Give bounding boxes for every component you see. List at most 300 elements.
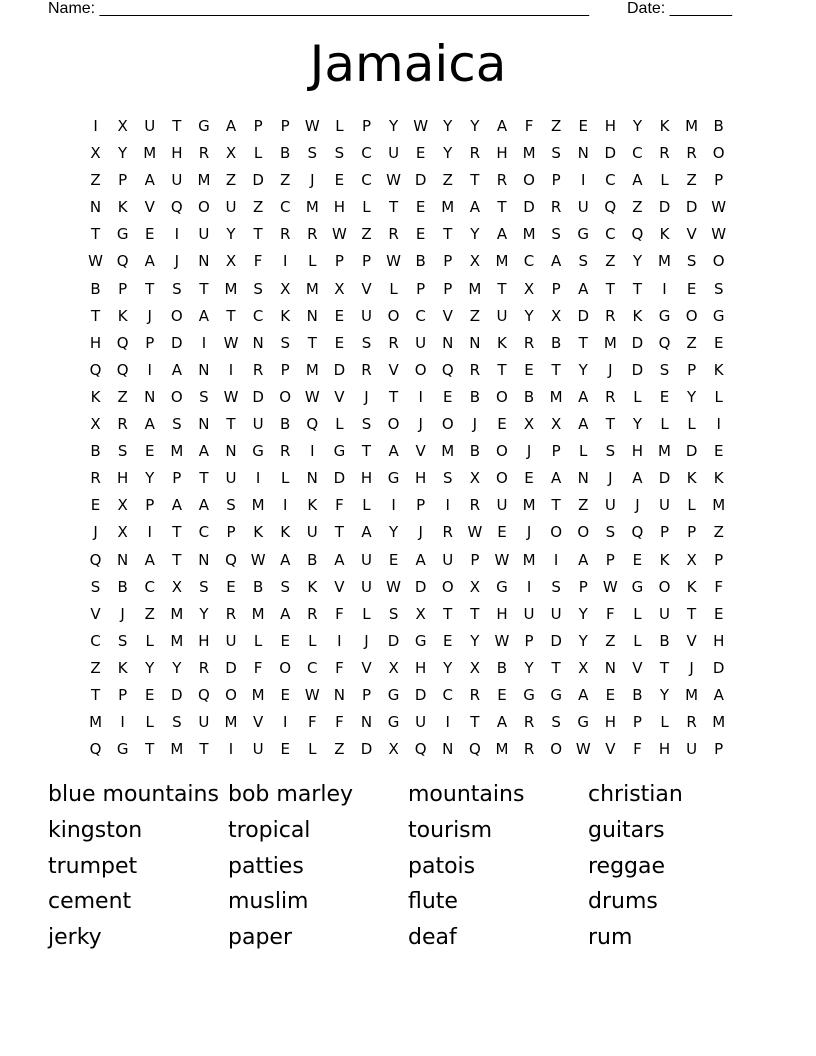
grid-letter: A	[713, 685, 724, 704]
grid-letter: D	[414, 577, 427, 596]
grid-letter: Y	[172, 658, 182, 677]
grid-letter: J	[635, 496, 640, 515]
grid-letter: W	[386, 252, 401, 271]
grid-letter: B	[713, 117, 724, 135]
grid-letter: M	[170, 740, 184, 759]
grid-letter: Q	[468, 740, 481, 759]
grid-letter: K	[117, 658, 128, 677]
grid-letter: Y	[470, 631, 480, 650]
grid-letter: Y	[118, 144, 128, 163]
grid-letter: G	[414, 631, 427, 650]
grid-letter: G	[577, 713, 590, 732]
grid-letter: Z	[144, 604, 155, 623]
grid-letter: H	[631, 442, 644, 461]
grid-letter: C	[144, 577, 155, 596]
grid-letter: V	[388, 360, 399, 379]
grid-letter: H	[333, 198, 346, 217]
grid-letter: E	[280, 631, 290, 650]
grid-letter: M	[441, 442, 455, 461]
grid-letter: U	[496, 306, 508, 325]
grid-letter: W	[575, 740, 591, 759]
grid-letter: L	[687, 496, 696, 515]
grid-letter: R	[469, 685, 481, 704]
grid-letter: V	[442, 306, 453, 325]
grid-letter: R	[686, 144, 697, 163]
grid-letter: Z	[90, 171, 101, 190]
grid-letter: B	[415, 252, 426, 271]
grid-letter: D	[631, 333, 644, 352]
grid-letter: Y	[578, 631, 588, 650]
grid-letter: N	[306, 469, 318, 488]
grid-letter: C	[605, 171, 616, 190]
grid-letter: Z	[605, 631, 616, 650]
grid-letter: M	[603, 333, 617, 352]
grid-letter: V	[334, 387, 345, 406]
word-list-item: jerky	[48, 925, 102, 951]
grid-letter: Z	[90, 658, 101, 677]
grid-letter: A	[280, 604, 291, 623]
grid-letter: D	[658, 469, 671, 488]
grid-letter: U	[198, 225, 210, 244]
grid-letter: L	[145, 713, 154, 732]
grid-letter: Y	[226, 225, 236, 244]
grid-letter: S	[551, 713, 561, 732]
grid-letter: K	[280, 306, 291, 325]
grid-letter: I	[526, 577, 532, 596]
grid-letter: L	[362, 496, 371, 515]
grid-letter: S	[334, 144, 345, 163]
grid-letter: H	[658, 740, 671, 759]
grid-letter: Y	[524, 306, 534, 325]
grid-letter: F	[335, 604, 344, 623]
grid-row	[82, 194, 732, 221]
grid-letter: Z	[551, 117, 562, 135]
grid-letter: E	[713, 442, 724, 461]
grid-letter: A	[415, 550, 426, 569]
grid-letter: D	[252, 171, 264, 190]
grid-letter: E	[713, 333, 724, 352]
grid-letter: F	[335, 658, 344, 677]
grid-letter: A	[496, 225, 508, 244]
grid-letter: B	[90, 442, 101, 461]
grid-letter: D	[577, 306, 590, 325]
grid-letter: Y	[443, 117, 453, 135]
grid-letter: M	[685, 685, 699, 704]
grid-letter: Q	[198, 685, 210, 704]
grid-letter: S	[199, 577, 209, 596]
grid-letter: O	[225, 685, 237, 704]
grid-letter: R	[523, 740, 535, 759]
grid-letter: T	[551, 360, 561, 379]
grid-letter: R	[198, 144, 210, 163]
grid-letter: J	[418, 415, 423, 434]
grid-letter: Z	[686, 171, 697, 190]
grid-letter: T	[470, 604, 480, 623]
grid-letter: Q	[89, 740, 102, 759]
grid-letter: F	[335, 496, 344, 515]
grid-letter: S	[361, 415, 372, 434]
grid-letter: M	[495, 740, 509, 759]
grid-letter: Q	[306, 415, 319, 434]
grid-letter: C	[415, 306, 426, 325]
grid-letter: L	[253, 144, 263, 163]
grid-letter: L	[660, 415, 669, 434]
grid-letter: D	[414, 171, 427, 190]
grid-letter: R	[225, 604, 237, 623]
grid-letter: O	[577, 523, 590, 542]
grid-letter: N	[604, 658, 616, 677]
grid-letter: H	[360, 469, 373, 488]
word-list-item: rum	[588, 925, 633, 951]
grid-letter: C	[605, 225, 616, 244]
grid-letter: W	[304, 387, 320, 406]
grid-letter: X	[225, 144, 237, 163]
grid-letter: W	[413, 117, 429, 135]
grid-letter: O	[523, 171, 535, 190]
grid-letter: K	[117, 198, 128, 217]
grid-letter: D	[387, 631, 400, 650]
grid-letter: K	[713, 469, 724, 488]
grid-letter: G	[496, 577, 508, 596]
grid-letter: R	[469, 360, 481, 379]
grid-letter: K	[280, 523, 291, 542]
grid-letter: K	[659, 117, 670, 135]
grid-letter: Q	[170, 198, 183, 217]
grid-letter: W	[304, 685, 320, 704]
grid-letter: M	[305, 198, 319, 217]
grid-letter: W	[223, 387, 239, 406]
grid-letter: R	[252, 360, 264, 379]
grid-letter: A	[632, 171, 643, 190]
grid-letter: I	[201, 333, 207, 352]
grid-letter: M	[224, 279, 238, 298]
grid-letter: I	[310, 442, 315, 461]
grid-letter: U	[252, 740, 264, 759]
grid-letter: E	[334, 171, 345, 190]
grid-letter: U	[225, 631, 237, 650]
grid-letter: N	[89, 198, 102, 217]
grid-letter: W	[494, 550, 510, 569]
grid-letter: C	[361, 171, 372, 190]
grid-letter: D	[523, 198, 535, 217]
grid-letter: U	[415, 333, 427, 352]
date-field-label: Date: _______	[627, 0, 732, 17]
grid-letter: K	[497, 333, 507, 352]
grid-letter: V	[686, 225, 697, 244]
grid-letter: H	[713, 631, 725, 650]
grid-letter: D	[658, 198, 671, 217]
grid-letter: E	[686, 279, 697, 298]
grid-letter: R	[523, 333, 535, 352]
grid-letter: U	[686, 740, 698, 759]
grid-letter: E	[524, 360, 534, 379]
grid-letter: L	[660, 713, 669, 732]
grid-letter: E	[605, 685, 616, 704]
grid-letter: J	[526, 523, 532, 542]
grid-letter: I	[445, 713, 450, 732]
grid-letter: G	[658, 306, 671, 325]
grid-letter: A	[578, 279, 589, 298]
grid-letter: Z	[225, 171, 237, 190]
word-list-item: paper	[228, 925, 292, 951]
grid-letter: D	[333, 360, 346, 379]
grid-letter: H	[496, 144, 508, 163]
grid-letter: K	[686, 577, 697, 596]
grid-letter: L	[253, 631, 263, 650]
grid-letter: P	[551, 279, 561, 298]
grid-letter: C	[632, 144, 643, 163]
grid-letter: O	[550, 523, 563, 542]
grid-letter: P	[172, 469, 182, 488]
word-list-item: tourism	[408, 817, 493, 843]
grid-letter: N	[306, 306, 318, 325]
grid-letter: V	[632, 658, 643, 677]
grid-letter: P	[470, 550, 480, 569]
grid-letter: I	[147, 360, 152, 379]
grid-letter: V	[144, 198, 155, 217]
word-list-item: muslim	[228, 889, 309, 915]
grid-letter: Q	[116, 252, 129, 271]
grid-letter: X	[469, 658, 480, 677]
grid-row	[82, 248, 732, 275]
grid-letter: V	[90, 604, 101, 623]
grid-letter: Q	[658, 333, 671, 352]
grid-letter: Q	[631, 225, 644, 244]
grid-letter: Q	[116, 333, 129, 352]
grid-letter: F	[606, 604, 615, 623]
grid-letter: M	[495, 252, 509, 271]
grid-letter: Y	[659, 685, 670, 704]
grid-letter: P	[443, 279, 453, 298]
grid-letter: K	[253, 523, 264, 542]
grid-letter: M	[224, 713, 238, 732]
grid-letter: S	[605, 523, 616, 542]
grid-letter: Z	[442, 171, 453, 190]
grid-letter: T	[687, 604, 697, 623]
grid-letter: R	[469, 496, 481, 515]
grid-letter: C	[361, 144, 372, 163]
grid-letter: K	[686, 469, 697, 488]
grid-letter: P	[145, 496, 155, 515]
grid-letter: Y	[199, 604, 209, 623]
grid-letter: Q	[89, 360, 102, 379]
grid-letter: L	[714, 387, 723, 406]
name-field-label: Name: _______________________________________________________	[48, 0, 589, 17]
grid-letter: J	[689, 658, 694, 677]
grid-letter: N	[117, 550, 129, 569]
grid-letter: U	[360, 550, 372, 569]
grid-letter: P	[443, 252, 453, 271]
grid-letter: A	[469, 198, 480, 217]
grid-letter: Q	[414, 740, 427, 759]
grid-letter: S	[280, 333, 290, 352]
grid-letter: M	[251, 496, 265, 515]
word-list-item: christian	[588, 782, 683, 807]
grid-letter: E	[659, 387, 670, 406]
grid-letter: Z	[632, 198, 643, 217]
grid-letter: O	[198, 198, 210, 217]
grid-letter: E	[578, 117, 588, 135]
grid-letter: U	[550, 604, 562, 623]
grid-letter: I	[662, 279, 667, 298]
grid-letter: A	[280, 550, 291, 569]
grid-letter: X	[388, 658, 399, 677]
grid-letter: Y	[145, 658, 155, 677]
grid-letter: B	[307, 550, 318, 569]
grid-letter: U	[306, 523, 318, 542]
grid-row	[82, 140, 732, 167]
grid-letter: E	[632, 550, 643, 569]
grid-letter: G	[712, 306, 725, 325]
grid-letter: V	[686, 631, 697, 650]
grid-letter: Z	[280, 171, 291, 190]
grid-letter: I	[282, 496, 288, 515]
grid-letter: X	[551, 415, 562, 434]
grid-letter: N	[144, 387, 156, 406]
grid-letter: G	[387, 713, 400, 732]
grid-letter: A	[198, 496, 210, 515]
grid-letter: Z	[252, 198, 264, 217]
grid-letter: O	[685, 306, 698, 325]
grid-letter: A	[144, 252, 155, 271]
grid-letter: R	[307, 604, 318, 623]
word-list-item: deaf	[408, 925, 457, 951]
grid-letter: N	[442, 740, 454, 759]
grid-letter: F	[335, 713, 344, 732]
grid-row	[82, 276, 732, 303]
grid-letter: Y	[145, 469, 155, 488]
grid-letter: T	[470, 171, 480, 190]
grid-letter: E	[144, 685, 155, 704]
grid-row	[82, 709, 732, 736]
grid-letter: U	[496, 496, 508, 515]
grid-letter: O	[387, 306, 400, 325]
grid-letter: T	[145, 279, 155, 298]
grid-letter: L	[633, 631, 642, 650]
grid-letter: H	[171, 144, 183, 163]
grid-letter: N	[198, 360, 210, 379]
grid-letter: V	[605, 740, 616, 759]
grid-letter: U	[360, 577, 372, 596]
grid-letter: I	[391, 496, 396, 515]
grid-letter: I	[282, 252, 288, 271]
grid-letter: X	[469, 469, 480, 488]
grid-letter: R	[90, 469, 101, 488]
grid-letter: G	[577, 225, 590, 244]
grid-letter: A	[578, 550, 589, 569]
grid-letter: L	[362, 198, 371, 217]
grid-letter: A	[144, 171, 155, 190]
grid-letter: X	[171, 577, 182, 596]
grid-letter: A	[361, 523, 372, 542]
grid-letter: E	[280, 685, 290, 704]
grid-letter: F	[714, 577, 724, 596]
grid-letter: C	[90, 631, 101, 650]
grid-letter: Q	[116, 360, 129, 379]
grid-letter: B	[90, 279, 101, 298]
grid-letter: K	[117, 306, 128, 325]
grid-letter: M	[522, 144, 536, 163]
grid-letter: U	[144, 117, 156, 135]
grid-letter: W	[386, 171, 401, 190]
grid-letter: H	[604, 117, 616, 135]
word-list-item: patties	[228, 853, 304, 879]
grid-letter: A	[198, 442, 210, 461]
grid-letter: S	[226, 496, 236, 515]
grid-letter: I	[553, 550, 559, 569]
grid-letter: U	[225, 469, 237, 488]
grid-letter: N	[198, 415, 210, 434]
grid-letter: T	[253, 225, 263, 244]
grid-letter: S	[199, 387, 209, 406]
grid-letter: G	[116, 225, 129, 244]
grid-letter: R	[117, 415, 128, 434]
grid-letter: Z	[686, 333, 697, 352]
grid-letter: B	[659, 631, 670, 650]
grid-letter: U	[388, 144, 400, 163]
grid-letter: V	[361, 279, 372, 298]
grid-letter: P	[118, 279, 128, 298]
grid-letter: Y	[524, 658, 534, 677]
grid-letter: M	[197, 171, 211, 190]
grid-letter: A	[144, 415, 155, 434]
grid-letter: B	[469, 442, 480, 461]
grid-row	[82, 303, 732, 330]
grid-letter: P	[280, 360, 290, 379]
grid-letter: R	[279, 442, 291, 461]
grid-letter: M	[658, 442, 671, 461]
grid-letter: T	[659, 658, 670, 677]
grid-letter: X	[117, 117, 128, 135]
grid-letter: T	[334, 523, 344, 542]
grid-letter: U	[577, 198, 589, 217]
grid-letter: I	[228, 360, 234, 379]
grid-letter: I	[581, 171, 586, 190]
grid-letter: P	[714, 740, 724, 759]
grid-row	[82, 221, 732, 248]
grid-letter: D	[414, 685, 427, 704]
word-list-item: kingston	[48, 817, 143, 843]
grid-letter: S	[551, 577, 561, 596]
grid-letter: P	[253, 117, 263, 135]
grid-letter: M	[305, 360, 319, 379]
grid-letter: S	[307, 144, 318, 163]
grid-letter: D	[712, 658, 725, 677]
grid-letter: X	[117, 523, 128, 542]
grid-letter: Q	[441, 360, 454, 379]
grid-letter: M	[251, 604, 265, 623]
grid-letter: S	[280, 577, 290, 596]
grid-row	[82, 492, 732, 519]
grid-letter: M	[658, 252, 671, 271]
grid-letter: P	[632, 713, 642, 732]
grid-letter: T	[90, 685, 101, 704]
grid-letter: E	[713, 604, 724, 623]
grid-letter: S	[172, 415, 182, 434]
grid-letter: G	[631, 577, 644, 596]
word-list-item: patois	[408, 853, 476, 879]
grid-letter: V	[252, 713, 264, 732]
grid-letter: V	[415, 442, 426, 461]
grid-letter: A	[198, 306, 210, 325]
grid-letter: N	[577, 469, 589, 488]
grid-letter: B	[550, 333, 562, 352]
grid-letter: S	[117, 442, 128, 461]
grid-letter: T	[199, 740, 209, 759]
grid-letter: U	[252, 415, 264, 434]
grid-letter: P	[226, 523, 236, 542]
grid-letter: M	[170, 631, 184, 650]
